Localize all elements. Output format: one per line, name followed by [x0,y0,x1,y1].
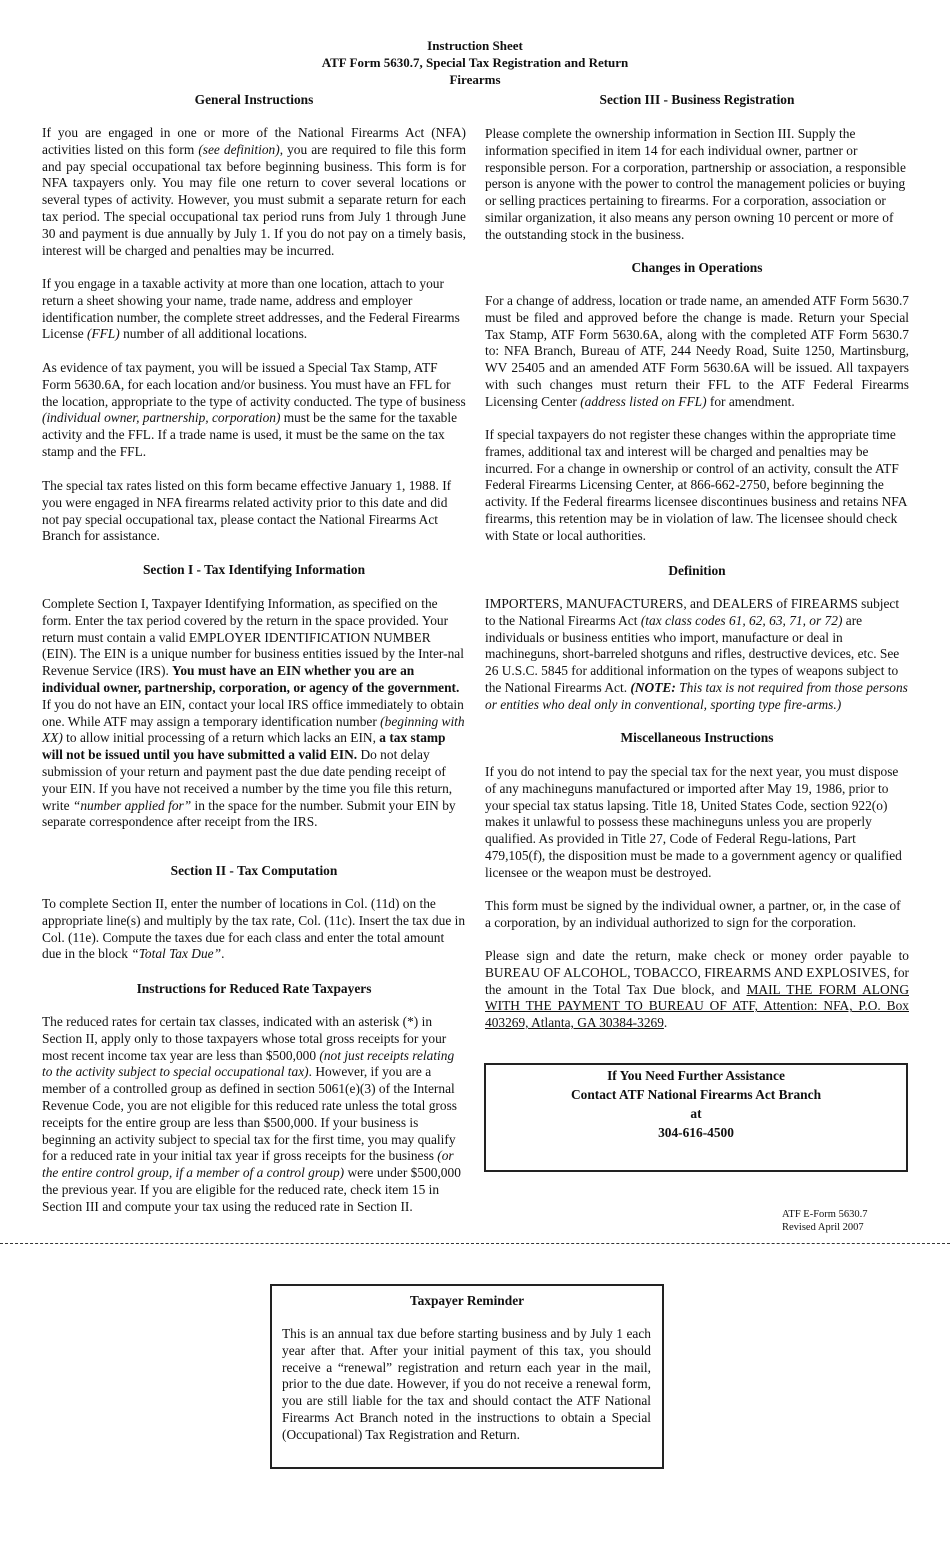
misc-paragraph-2: This form must be signed by the individual owner, a partner, or, in the case of a corporation, by an individual authorized to sign for the corporation. [485,898,901,930]
section1-heading: Section I - Tax Identifying Information [142,562,366,577]
assistance-box [484,1063,908,1172]
general-paragraph-4: The special tax rates listed on this form became effective January 1, 1988. If you were engaged in NFA firearms related activity prior to this date and did not pay special occupational tax, please contact the National Firearms Act Branch for assistance. [42,478,452,544]
assistance-phone: 304-616-4500 [658,1125,734,1140]
changes-heading: Changes in Operations [631,260,763,275]
general-paragraph-3: As evidence of tax payment, you will be issued a Special Tax Stamp, ATF Form 5630.6A, for each location and/or business. You must have an FFL for the location, appropriate to the type of activity conducted. The type of business (individual owner, partnership, corporation) must be the same for the taxable activity and the FFL. If a trade name is used, it must be the same on the tax stamp and the FFL. [42,360,466,459]
changes-paragraph-1: For a change of address, location or trade name, an amended ATF Form 5630.7 must be filed and approved before the change is made. Return your Special Tax Stamp, ATF Form 5630.6A, along with the completed ATF Form 5630.7 to: NFA Branch, Bureau of ATF, 244 Needy Road, Suite 1250, Martinsburg, WV 25405 and an amended ATF Form 5630.6A will be issued. All taxpayers with such changes must return their FFL to the ATF Federal Firearms Licensing Center (address listed on FFL) for amendment. [485,293,909,409]
section2-heading: Section II - Tax Computation [170,863,338,878]
section2-paragraph: To complete Section II, enter the number of locations in Col. (11d) on the appropriate line(s) and multiply by the tax rate, Col. (11c). Insert the tax due in Col. (11e). Compute the taxes due for each class and enter the total amount due in the block “Total Tax Due”. [42,896,466,962]
form-revision-note [782,1208,867,1234]
page-title-line1: Instruction Sheet [427,38,523,53]
misc-paragraph-3: Please sign and date the return, make check or money order payable to BUREAU OF ALCOHOL, TOBACCO, FIREARMS AND EXPLOSIVES, for the amount in the Total Tax Due block, and MAIL THE FORM ALONG WITH THE PAYMENT TO BUREAU OF ATF, Attention: NFA, P.O. Box 403269, Atlanta, GA 30384-3269. [485,948,909,1031]
taxpayer-reminder-heading: Taxpayer Reminder [409,1293,525,1308]
form-id: ATF E-Form 5630.7 [782,1209,868,1220]
general-paragraph-2: If you engage in a taxable activity at more than one location, attach to your return a sheet showing your name, trade name, address and employer identification number, the complete street addresses, and the Federal Firearms License (FFL) number of all additional locations. [42,276,460,342]
section3-heading: Section III - Business Registration [599,92,795,107]
definition-heading: Definition [668,563,726,578]
changes-paragraph-2: If special taxpayers do not register these changes within the appropriate time frames, additional tax and interest will be charged and penalties may be incurred. For a change in ownership or control of an activity, consult the ATF Federal Firearms Licensing Center, at 866-662-2750, before beginning the activity. If the Federal firearms licensee discontinues business and retains NFA firearms, this retention may be in violation of law. The licensee should check with State or local authorities. [485,427,907,543]
taxpayer-reminder-text: This is an annual tax due before starting business and by July 1 each year after that. After your initial payment of this tax, you should receive a “renewal” registration and return each year in the mail, prior to the due date. However, if you do not receive a renewal form, you are still liable for the tax and should contact the ATF National Firearms Act Branch noted in the instructions to obtain a Special (Occupational) Tax Registration and Return. [282,1326,651,1442]
section3-paragraph: Please complete the ownership information in Section III. Supply the information specified in item 14 for each individual owner, partner or responsible person. For a corporation, partnership or association, a responsible person is anyone with the power to control the management policies or buying or selling practices pertaining to firearms. For a corporation, association or similar organization, it also means any person owning 10 percent or more of the outstanding stock in the business. [485,126,906,242]
page-title-line2: ATF Form 5630.7, Special Tax Registration and Return [321,55,629,70]
general-instructions-heading: General Instructions [194,92,314,107]
assistance-line3: at [690,1106,702,1121]
assistance-line2: Contact ATF National Firearms Act Branch [570,1087,822,1102]
misc-heading: Miscellaneous Instructions [620,730,774,745]
reduced-rate-heading: Instructions for Reduced Rate Taxpayers [136,981,372,996]
section1-paragraph: Complete Section I, Taxpayer Identifying Information, as specified on the form. Enter the tax period covered by the return in the space provided. Your return must contain a valid EMPLOYER IDENTIFICATION NUMBER (EIN). The EIN is a unique number for business entities issued by the Inter-nal Revenue Service (IRS). You must have an EIN whether you are an individual owner, partnership, corporation, or agency of the government. If you do not have an EIN, contact your local IRS office immediately to obtain one. While ATF may assign a temporary identification number (beginning with XX) to allow initial processing of a return which lacks an EIN, a tax stamp will not be issued until you have submitted a valid EIN. Do not delay submission of your return and payment past the due date pending receipt of your EIN. If you have not received a number by the time you file this return, write “number applied for” in the space for the number. Submit your EIN by separate correspondence after receipt from the IRS. [42,596,465,830]
taxpayer-reminder-box [270,1284,664,1469]
page-title-line3: Firearms [449,72,501,87]
assistance-line1: If You Need Further Assistance [607,1068,785,1083]
form-revised: Revised April 2007 [782,1222,864,1233]
reduced-rate-paragraph: The reduced rates for certain tax classes, indicated with an asterisk (*) in Section II, apply only to those taxpayers whose total gross receipts for your most recent income tax year are less than $500,000 (not just receipts relating to the activity subject to special occupational tax). However, if you are a member of a controlled group as defined in section 5061(e)(3) of the Internal Revenue Code, you are not eligible for this reduced rate unless the total gross receipts for the entire group are less than $500,000. If your business is beginning an activity subject to special tax for the first time, you may qualify for a reduced rate in your initial tax year if gross receipts for the business (or the entire control group, if a member of a control group) were under $500,000 the previous year. If you are eligible for the reduced rate, check item 15 in Section III and compute your tax using the reduced rate in Section II. [42,1014,461,1214]
definition-paragraph: IMPORTERS, MANUFACTURERS, and DEALERS of FIREARMS subject to the National Firearms Act (tax class codes 61, 62, 63, 71, or 72) are individuals or business entities who import, manufacture or deal in machineguns, short-barreled shotguns and rifles, destructive devices, etc. See 26 U.S.C. 5845 for additional information on the types of weapons subject to the National Firearms Act. (NOTE: This tax is not required from those persons or entities who deal only in conventional, sporting type fire-arms.) [485,596,908,712]
general-paragraph-1: If you are engaged in one or more of the National Firearms Act (NFA) activities listed on this form (see definition), you are required to file this form and pay special occupational tax before beginning business. This form is for NFA taxpayers only. You may file one return to cover several locations or several types of activity. However, you must submit a separate return for each tax period. The special occupational tax period runs from July 1 through June 30 and payment is due annually by July 1. If you do not pay on a timely basis, interest will be charged and penalties may be incurred. [42,125,466,258]
tear-off-dashed-line [0,1243,950,1244]
misc-paragraph-1: If you do not intend to pay the special tax for the next year, you must dispose of any machineguns manufactured or imported after May 19, 1986, prior to your special tax status lapsing. Title 18, United States Code, section 922(o) makes it unlawful to possess these machineguns unless you are properly qualified. As provided in Title 27, Code of Federal Regu-lations, Part 479,105(f), the disposition must be made to a government agency or qualified licensee or the weapon must be destroyed. [485,764,902,880]
